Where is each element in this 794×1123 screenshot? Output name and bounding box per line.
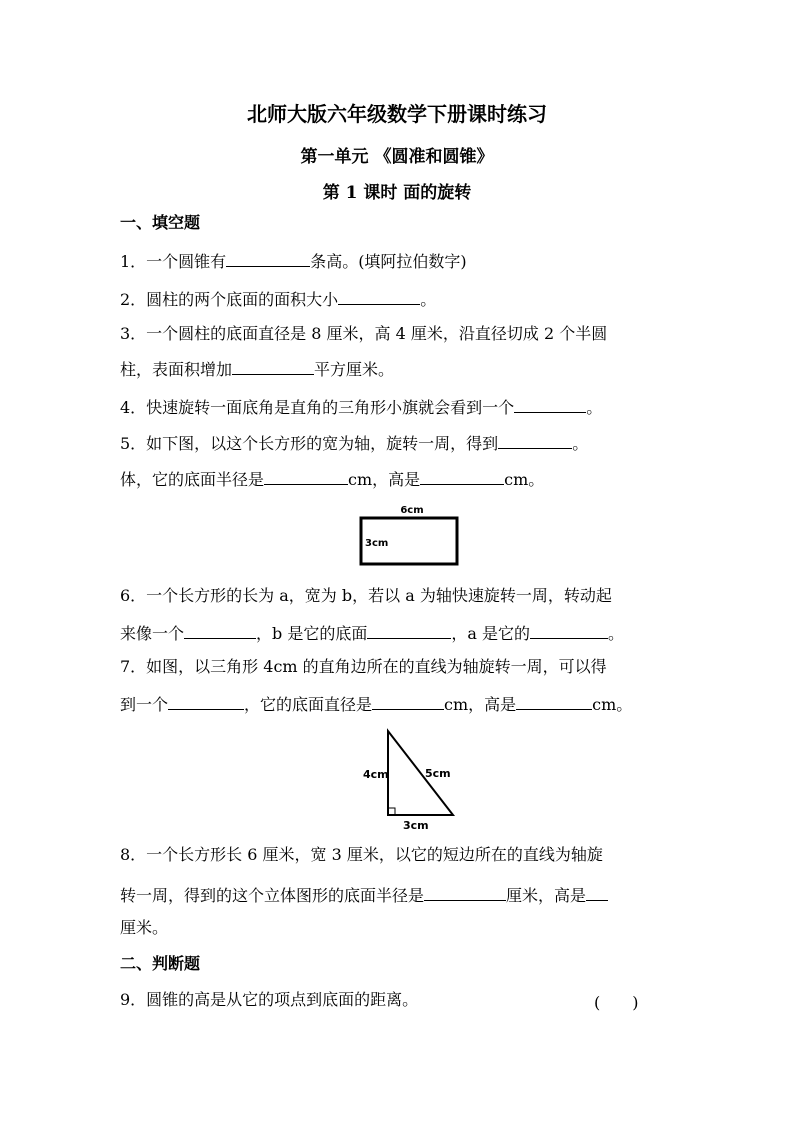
q1-text: 1．一个圆锥有 (120, 252, 227, 271)
q9-answer-parentheses[interactable]: ( ) (594, 993, 639, 1012)
right-angle-mark (388, 808, 395, 815)
q5-blank-1[interactable] (498, 432, 572, 449)
q5-text-4: cm，高是 (348, 470, 421, 489)
triangle-hyp-label: 5cm (425, 767, 451, 780)
triangle-bottom-label: 3cm (403, 819, 429, 832)
q5-text-5: cm。 (504, 470, 545, 489)
q5-text: 5．如下图，以这个长方形的宽为轴，旋转一周，得到 (120, 434, 499, 453)
question-1 (120, 250, 467, 272)
q5-text-2: 。 (572, 434, 589, 453)
question-4 (120, 396, 602, 418)
q6-blank-1[interactable] (184, 622, 256, 639)
q8-text: 8．一个长方形长 6 厘米，宽 3 厘米，以它的短边所在的直线为轴旋 (120, 845, 603, 864)
triangle-left-label: 4cm (363, 768, 389, 781)
triangle-figure (355, 725, 465, 835)
q3-text-2: 柱，表面积增加 (120, 360, 233, 379)
question-2 (120, 288, 436, 310)
question-9 (120, 990, 418, 1010)
q1-blank[interactable] (226, 250, 310, 267)
q6-blank-2[interactable] (367, 622, 451, 639)
q3-text-3: 平方厘米。 (314, 360, 395, 379)
question-7-cont (120, 693, 632, 715)
q8-text-3: 厘米，高是 (506, 886, 587, 905)
q4-blank[interactable] (514, 396, 586, 413)
q5-blank-3[interactable] (420, 468, 504, 485)
q3-text: 3．一个圆柱的底面直径是 8 厘米，高 4 厘米，沿直径切成 2 个半圆 (120, 324, 608, 343)
q6-text-2: 来像一个 (120, 624, 185, 643)
question-6 (120, 586, 612, 606)
question-8-cont (120, 884, 608, 906)
q7-text-2: 到一个 (120, 695, 169, 714)
rect-top-label: 6cm (400, 505, 424, 516)
question-5 (120, 432, 588, 454)
q5-text-3: 体，它的底面半径是 (120, 470, 265, 489)
q6-text-5: 。 (608, 624, 625, 643)
rectangle-figure (350, 500, 470, 570)
q8-text-2: 转一周，得到的这个立体图形的底面半径是 (120, 886, 425, 905)
q7-blank-2[interactable] (372, 693, 444, 710)
q8-text-4: 厘米。 (120, 918, 169, 937)
question-8 (120, 845, 603, 865)
q7-blank-3[interactable] (516, 693, 592, 710)
q6-text-4: ，a 是它的 (451, 624, 530, 643)
q7-text: 7．如图，以三角形 4cm 的直角边所在的直线为轴旋转一周，可以得 (120, 657, 607, 676)
q2-text: 2．圆柱的两个底面的面积大小 (120, 290, 339, 309)
question-3-cont (120, 358, 394, 380)
question-3 (120, 324, 607, 344)
question-7 (120, 657, 607, 677)
section-true-false: 二、判断题 (120, 954, 201, 973)
worksheet-title: 北师大版六年级数学下册课时练习 (247, 102, 547, 126)
q2-blank[interactable] (338, 288, 420, 305)
q7-text-3: ，它的底面直径是 (244, 695, 373, 714)
lesson-title: 第 1 课时 面的旋转 (322, 183, 472, 203)
q6-text: 6．一个长方形的长为 a，宽为 b，若以 a 为轴快速旋转一周，转动起 (120, 586, 612, 605)
q6-text-3: ，b 是它的底面 (256, 624, 368, 643)
q7-text-4: cm，高是 (444, 695, 517, 714)
question-8-cont-2 (120, 918, 168, 938)
unit-title: 第一单元 《圆准和圆锥》 (300, 147, 494, 167)
rect-side-label: 3cm (365, 538, 389, 549)
q4-text: 4．快速旋转一面底角是直角的三角形小旗就会看到一个 (120, 398, 515, 417)
q4-text-2: 。 (586, 398, 603, 417)
q8-blank-2[interactable] (586, 884, 608, 901)
q6-blank-3[interactable] (530, 622, 608, 639)
q7-text-5: cm。 (592, 695, 633, 714)
q5-blank-2[interactable] (264, 468, 348, 485)
q3-blank[interactable] (232, 358, 314, 375)
q9-text: 9．圆锥的高是从它的项点到底面的距离。 (120, 990, 419, 1009)
question-6-cont (120, 622, 624, 644)
q2-text-2: 。 (420, 290, 437, 309)
q8-blank-1[interactable] (424, 884, 506, 901)
q7-blank-1[interactable] (168, 693, 244, 710)
section-fill-in: 一、填空题 (120, 213, 201, 232)
question-5-cont (120, 468, 544, 490)
q1-text-2: 条高。(填阿拉伯数字) (310, 252, 467, 271)
